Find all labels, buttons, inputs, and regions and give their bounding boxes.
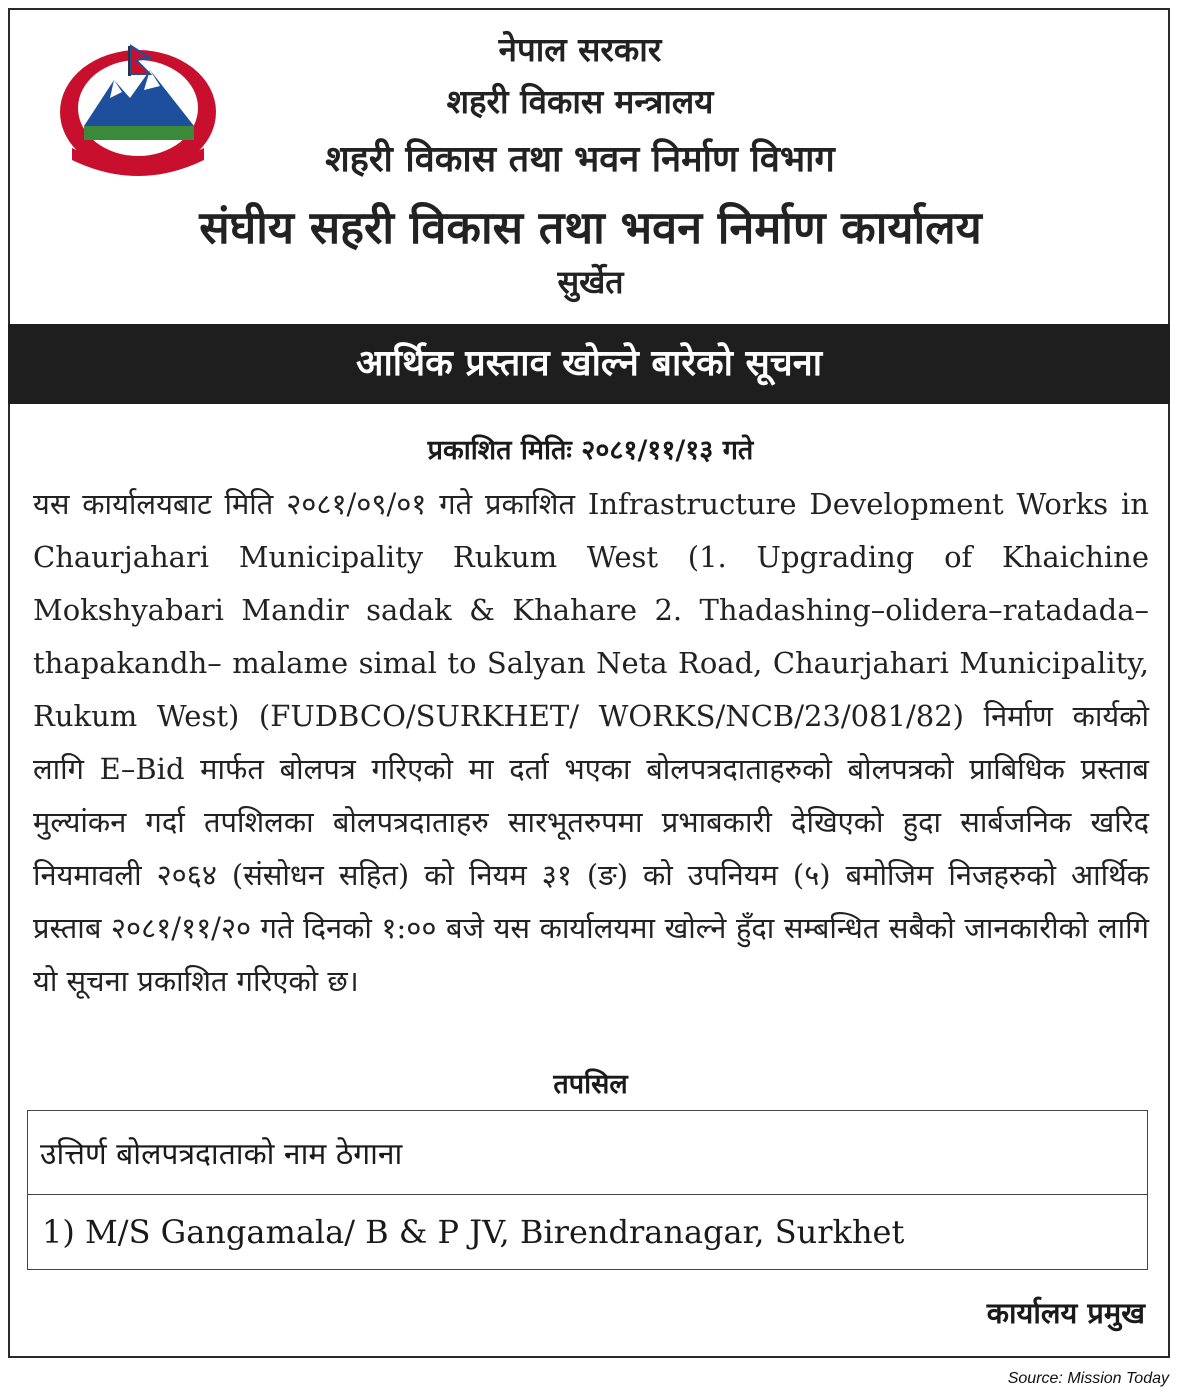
notice-title-band: [8, 324, 1170, 404]
header-department: शहरी विकास तथा भवन निर्माण विभाग: [325, 139, 835, 180]
published-date: प्रकाशित मितिः २०८१/११/१३ गते: [427, 435, 754, 466]
signature-office-chief: कार्यालय प्रमुख: [986, 1296, 1145, 1330]
source-credit: Source: Mission Today: [1007, 1370, 1169, 1387]
notice-title: आर्थिक प्रस्ताव खोल्ने बारेको सूचना: [355, 343, 823, 384]
header-ministry: शहरी विकास मन्त्रालय: [446, 82, 714, 121]
details-heading: तपसिल: [553, 1069, 628, 1100]
bidder-table-header: उत्तिर्ण बोलपत्रदाताको नाम ठेगाना: [28, 1111, 1147, 1195]
header-government: नेपाल सरकार: [498, 30, 662, 69]
notice-body: यस कार्यालयबाट मिति २०८१/०९/०१ गते प्रकाशित Infrastructure Development Works in Chaurjahari Municipality Rukum West (1. Upgrading of Khaichine Mokshyabari Mandir sadak & Khahare 2. Thadashing–olidera–ratadada–thapakandh– malame simal to Salyan Neta Road, Chaurjahari Municipality, Rukum West) (FUDBCO/SURKHET/ WORKS/NCB/23/081/82) निर्माण कार्यको लागि E–Bid मार्फत बोलपत्र गरिएको मा दर्ता भएका बोलपत्रदाताहरुको बोलपत्रको प्राबिधिक प्रस्ताब मुल्यांकन गर्दा तपशिलका बोलपत्रदाताहरु सारभूतरुपमा प्रभाबकारी देखिएको हुदा सार्बजनिक खरिद नियमावली २०६४ (संसोधन सहित) को नियम ३१ (ङ) को उपनियम (५) बमोजिम निजहरुको आर्थिक प्रस्ताब २०८१/११/२० गते दिनको १:०० बजे यस कार्यालयमा खोल्ने हुँदा सम्बन्धित सबैको जानकारीको लागि यो सूचना प्रकाशित गरिएको छ।: [33, 487, 1149, 998]
bidder-table: [27, 1110, 1148, 1270]
header-location: सुर्खेत: [557, 263, 624, 301]
table-row: 1) M/S Gangamala/ B & P JV, Birendranagar, Surkhet: [42, 1213, 905, 1251]
header-office: संघीय सहरी विकास तथा भवन निर्माण कार्यालय: [199, 201, 982, 254]
